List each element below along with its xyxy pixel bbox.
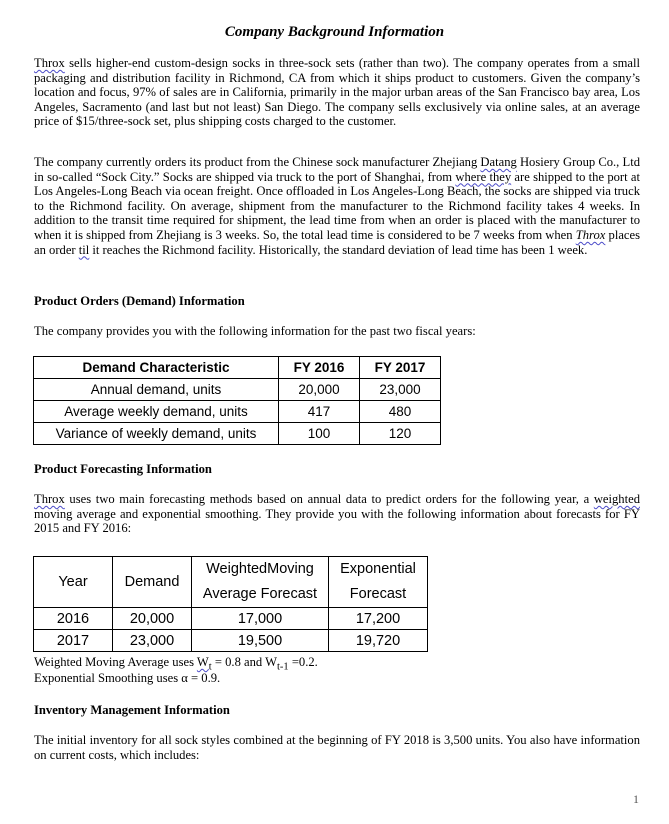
- table-row: [34, 401, 441, 423]
- forecast-intro: [34, 492, 640, 536]
- table-cell: 17,000: [192, 608, 329, 630]
- supply-text-c: are shipped to the port at Los Angeles-Long Beach via ocean freight. Once offloaded in Los Angeles-Long Beach, the socks are shipped via truck to the Richmond facility. On average, shipment from the manufacturer to the Richmond facility takes 4 weeks. In addition to the transit time required for shipment, the lead time from when an order is placed with the manufacturer to when it is shipped from Zhejiang is 3 weeks. So, the total lead time is considered to be 7 weeks from when: [34, 169, 640, 242]
- table-cell: 19,720: [329, 630, 428, 652]
- company-paragraph: [34, 56, 640, 129]
- table-row: [34, 630, 428, 652]
- forecast-brand: Throx: [34, 492, 65, 506]
- note-text-b: = 0.8 and W: [211, 655, 277, 669]
- company-paragraph-text: sells higher-end custom-design socks in three-sock sets (rather than two). The company operates from a small packaging and distribution facility in Richmond, CA from which it ships product to customers. Given the company’s location and focus, 97% of sales are in California, primarily in the major urban areas of the San Francisco bay area, Los Angeles, Sacramento (and last but not least) San Diego. The company sells exclusively via online sales, at an average price of $15/three-sock set, plus shipping costs charged to the customer.: [34, 56, 640, 129]
- header-cell: FY 2016: [279, 357, 360, 379]
- table-cell: 23,000: [113, 630, 192, 652]
- table-cell: 23,000: [360, 379, 441, 401]
- table-cell: 20,000: [279, 379, 360, 401]
- table-cell: 417: [279, 401, 360, 423]
- supply-text-a: The company currently orders its product from the Chinese sock manufacturer Zhejiang: [34, 155, 481, 169]
- table-row: [34, 608, 428, 630]
- page-number: 1: [633, 792, 639, 806]
- table-row: [34, 379, 441, 401]
- table-cell: 17,200: [329, 608, 428, 630]
- table-row: [34, 423, 441, 445]
- forecast-table: [33, 556, 428, 652]
- header-cell: WeightedMoving Average Forecast: [192, 557, 329, 608]
- smoothing-note: Exponential Smoothing uses α = 0.9.: [34, 671, 221, 685]
- demand-table: [33, 356, 441, 445]
- supply-datang: Datang: [480, 155, 517, 169]
- table-cell: 20,000: [113, 608, 192, 630]
- forecast-heading: Product Forecasting Information: [34, 462, 212, 476]
- header-cell: Demand Characteristic: [34, 357, 279, 379]
- supply-where: where they: [455, 169, 512, 184]
- table-header-row: [34, 357, 441, 379]
- supply-text-b: Hosiery Group Co., Ltd in so-called “Sock City.” Socks are shipped via truck to the port of Shanghai, from: [34, 155, 640, 184]
- supply-text-e: it reaches the Richmond facility. Historically, the standard deviation of lead time has been 1 week.: [89, 242, 588, 257]
- table-cell: Annual demand, units: [34, 379, 279, 401]
- orders-heading: Product Orders (Demand) Information: [34, 294, 245, 308]
- table-cell: 2017: [34, 630, 113, 652]
- forecast-text-a: uses two main forecasting methods based on annual data to predict orders for the following year, a: [64, 492, 594, 506]
- supply-paragraph: [34, 155, 640, 257]
- supply-text-d: places an order: [34, 227, 640, 257]
- note-text-a: Weighted Moving Average uses: [34, 655, 197, 669]
- orders-intro: The company provides you with the following information for the past two fiscal years:: [34, 324, 476, 338]
- note-text-c: =0.2.: [288, 655, 318, 669]
- forecast-text-b: moving average and exponential smoothing. They provide you with the following information about forecasts for FY 2015 and FY 2016:: [34, 506, 640, 536]
- inventory-heading: Inventory Management Information: [34, 703, 230, 717]
- table-cell: 480: [360, 401, 441, 423]
- table-cell: 100: [279, 423, 360, 445]
- page-title: Company Background Information: [224, 24, 445, 40]
- supply-til: til: [78, 242, 90, 257]
- table-cell: Variance of weekly demand, units: [34, 423, 279, 445]
- table-header-row: [34, 557, 428, 608]
- note-wt-sub: t: [208, 661, 212, 673]
- table-cell: 19,500: [192, 630, 329, 652]
- table-cell: 120: [360, 423, 441, 445]
- table-cell: Average weekly demand, units: [34, 401, 279, 423]
- supply-brand: Throx: [575, 227, 606, 242]
- header-cell: Demand: [113, 557, 192, 608]
- inventory-paragraph: The initial inventory for all sock styles combined at the beginning of FY 2018 is 3,500 units. You also have information on current costs, which includes:: [34, 733, 640, 762]
- note-wt: W: [196, 655, 209, 669]
- table-cell: 2016: [34, 608, 113, 630]
- header-cell: Year: [34, 557, 113, 608]
- brand-name: Throx: [34, 56, 65, 70]
- note-wt1-sub: t-1: [277, 661, 289, 673]
- header-cell: Exponential Forecast: [329, 557, 428, 608]
- header-cell: FY 2017: [360, 357, 441, 379]
- forecast-weighted: weighted: [593, 492, 640, 506]
